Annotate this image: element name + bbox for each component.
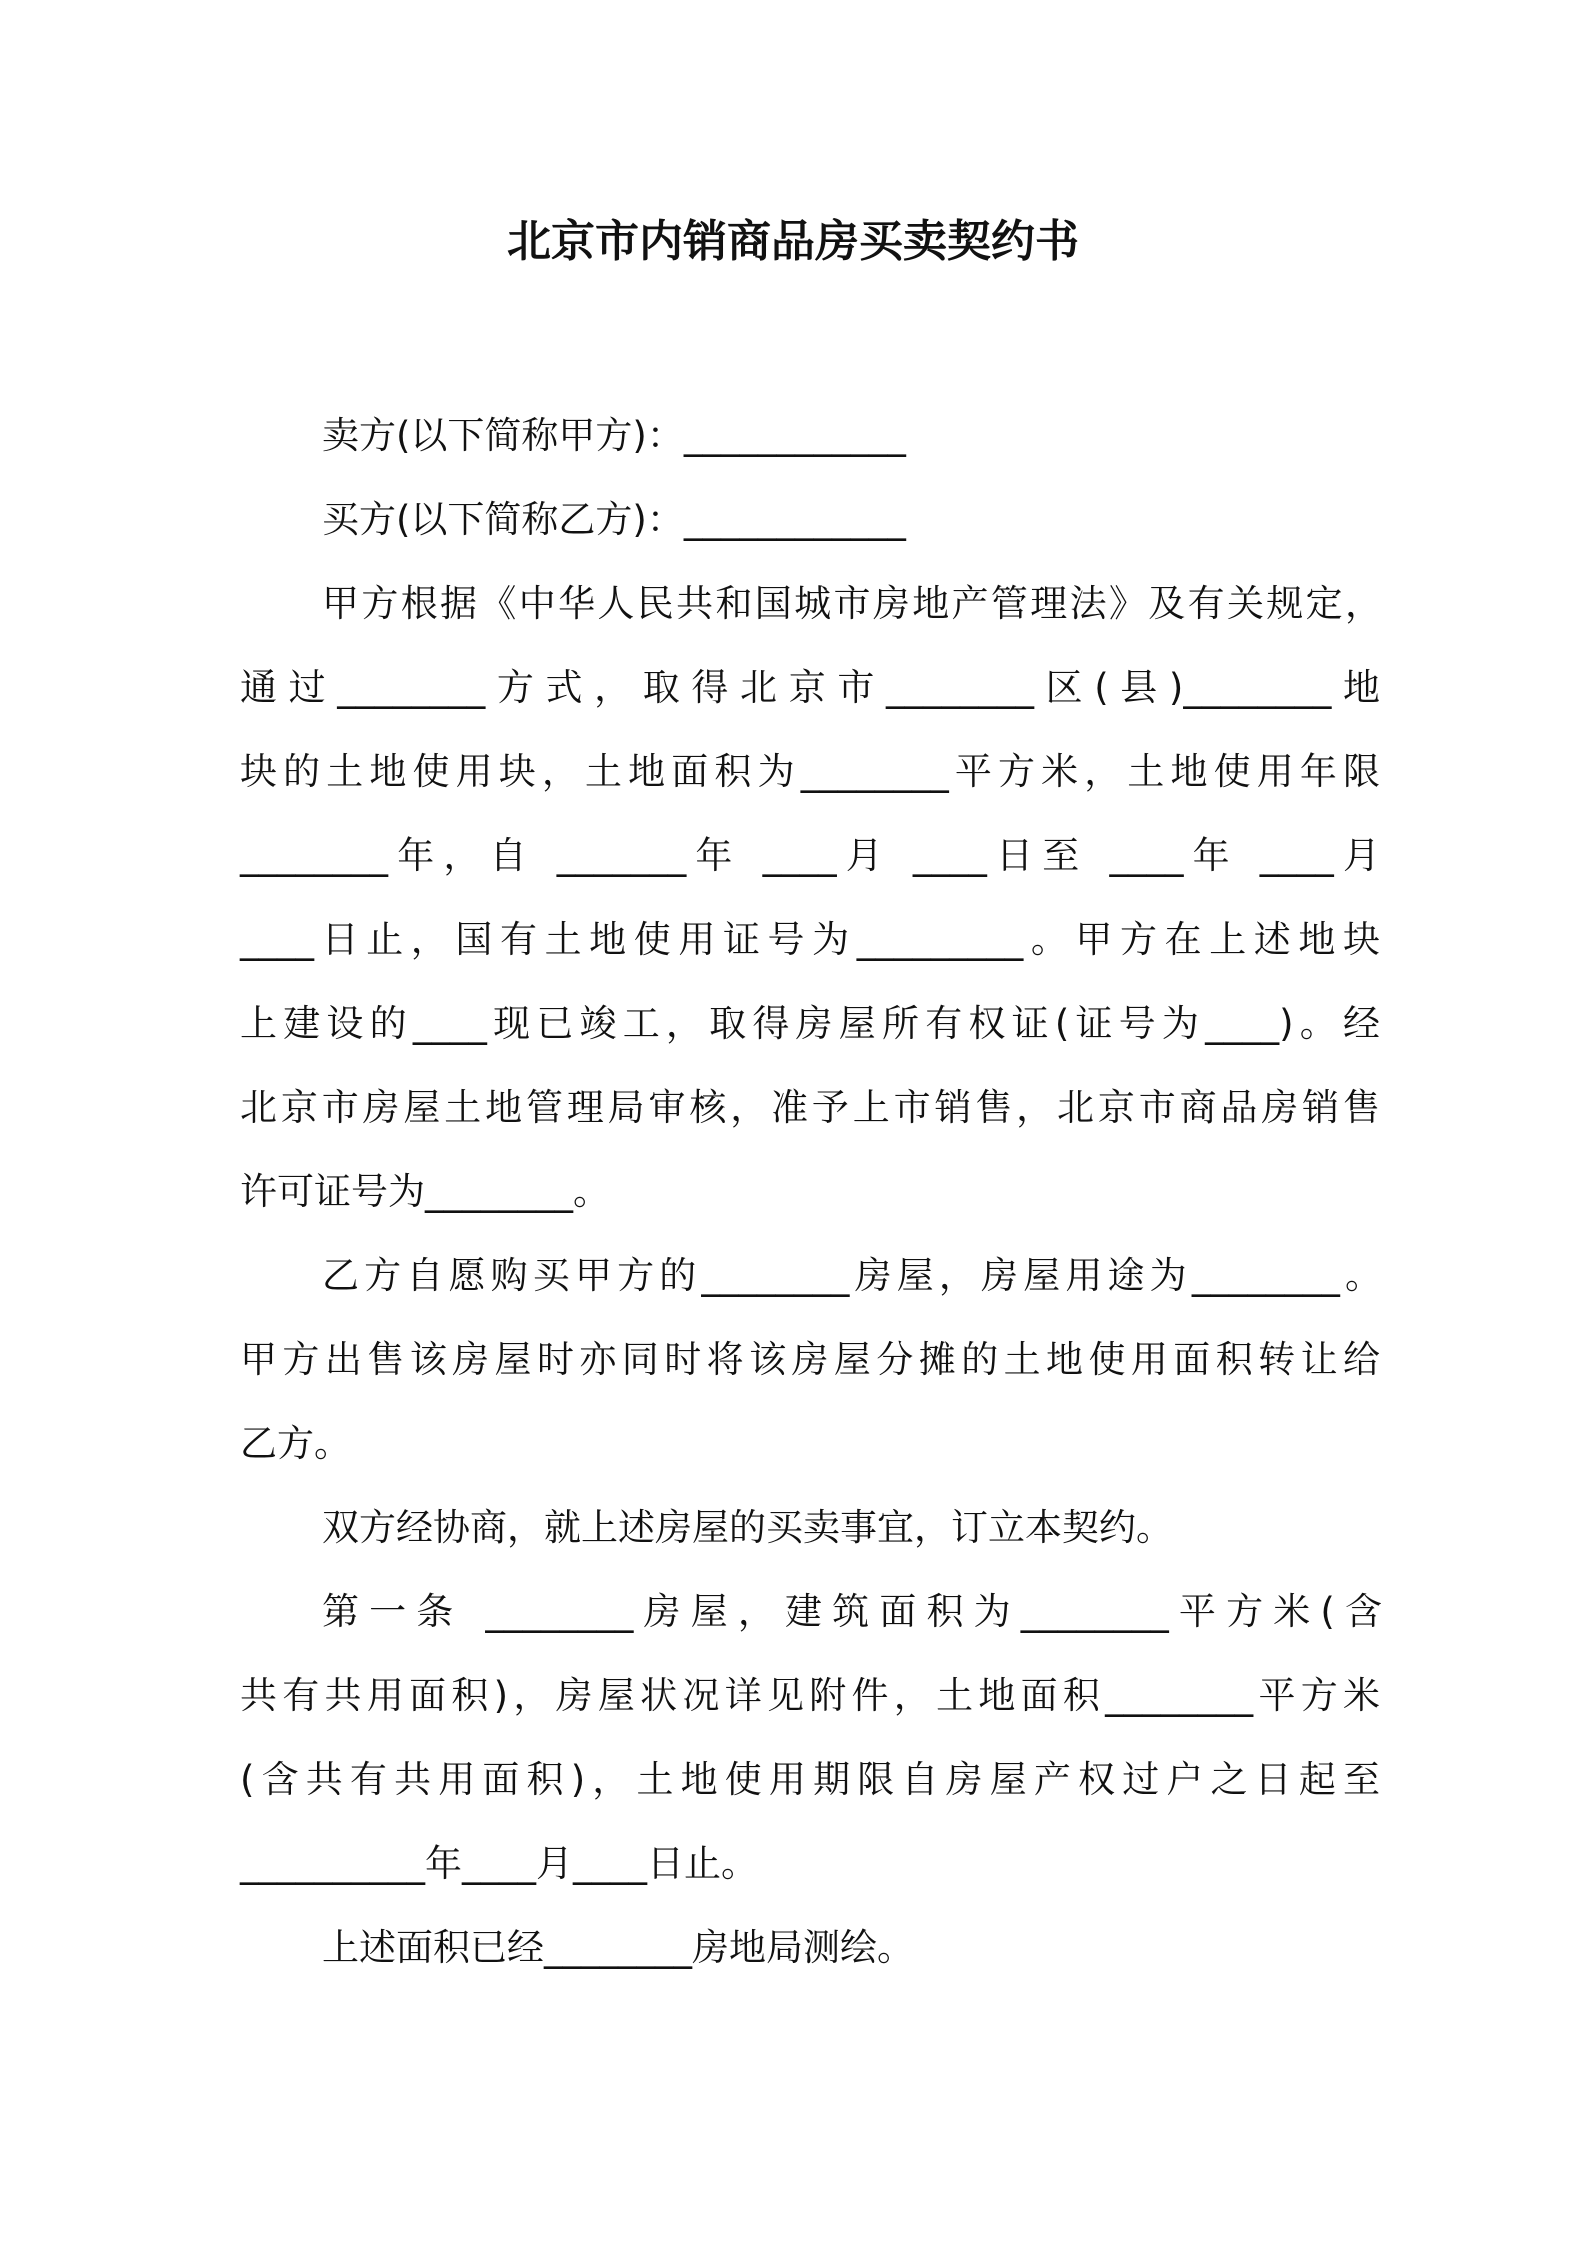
document-title: 北京市内销商品房买卖契约书 — [507, 216, 1079, 267]
seller-line: 卖方(以下简称甲方)：____________ — [322, 414, 906, 457]
paragraph-line: 许可证号为________。 — [240, 1170, 610, 1213]
paragraph-line: 甲方根据《中华人民共和国城市房地产管理法》及有关规定， — [322, 582, 1382, 625]
paragraph-line: 双方经协商，就上述房屋的买卖事宜，订立本契约。 — [322, 1506, 1173, 1549]
paragraph-line: 上述面积已经________房地局测绘。 — [322, 1926, 914, 1969]
paragraph-line: 乙方自愿购买甲方的________房屋，房屋用途为________。 — [322, 1254, 1382, 1297]
paragraph-line: __________年____月____日止。 — [240, 1842, 758, 1885]
paragraph-line: (含共有共用面积)，土地使用期限自房屋产权过户之日起至 — [240, 1758, 1380, 1801]
paragraph-line: ____日止，国有土地使用证号为_________。甲方在上述地块 — [240, 918, 1380, 961]
article-one-line: 第一条 ________房屋，建筑面积为________平方米(含 — [322, 1590, 1382, 1633]
paragraph-line: 共有共用面积)，房屋状况详见附件，土地面积________平方米 — [240, 1674, 1380, 1717]
paragraph-line: 通过________方式，取得北京市________区(县)________地 — [240, 666, 1380, 709]
paragraph-line: ________年，自 _______年 ____月 ____日至 ____年 ____月 — [240, 834, 1380, 877]
buyer-line: 买方(以下简称乙方)：____________ — [322, 498, 906, 541]
paragraph-line: 块的土地使用块，土地面积为________平方米，土地使用年限 — [240, 750, 1380, 793]
paragraph-line: 北京市房屋土地管理局审核，准予上市销售，北京市商品房销售 — [240, 1086, 1380, 1129]
paragraph-line: 甲方出售该房屋时亦同时将该房屋分摊的土地使用面积转让给 — [240, 1338, 1380, 1381]
paragraph-line: 上建设的____现已竣工，取得房屋所有权证(证号为____)。经 — [240, 1002, 1380, 1045]
paragraph-line: 乙方。 — [240, 1422, 351, 1465]
